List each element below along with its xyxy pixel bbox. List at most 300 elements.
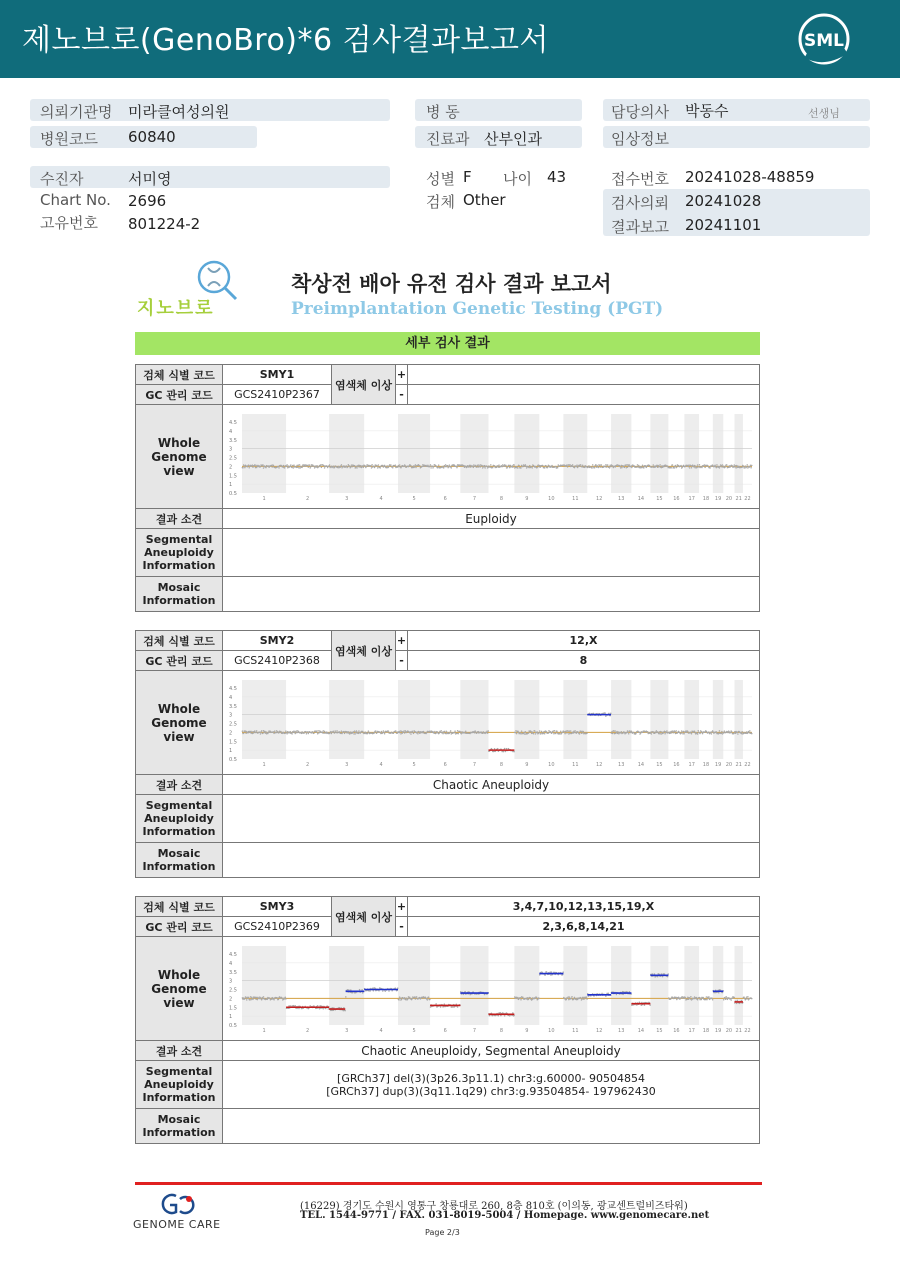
x-tick-label: 18 [702,762,709,768]
dept-value: 산부인과 [484,130,542,148]
data-point [708,996,710,998]
data-point [527,998,529,1000]
chromosome-band [611,946,631,1025]
data-point [605,464,607,466]
y-tick-label: 1 [228,482,232,489]
data-point [690,733,692,735]
data-point [475,465,477,467]
data-point [273,999,275,1001]
data-point [410,465,412,467]
data-point [327,1008,329,1010]
x-tick-label: 8 [499,762,503,768]
data-point [354,733,356,735]
x-tick-label: 5 [411,496,416,502]
x-tick-label: 6 [443,762,447,768]
data-point [273,730,275,732]
data-point [382,730,384,732]
data-point [358,466,360,468]
data-point [511,465,513,467]
x-tick-label: 22 [743,1028,751,1034]
x-tick-label: 11 [571,496,579,502]
chromosome-band [460,414,488,493]
result-label: 결과 소견 [136,775,223,795]
data-point [517,997,519,999]
data-point [672,732,674,734]
data-point [370,465,372,467]
y-tick-label: 0.5 [228,491,237,497]
data-point [272,731,274,733]
data-point [398,464,400,466]
chromosome-band [650,414,668,493]
data-point [747,996,749,998]
data-point [245,997,247,999]
data-point [545,465,547,467]
data-point [724,467,726,469]
data-point [726,999,728,1001]
x-tick-label: 15 [655,1028,663,1034]
data-point [533,730,535,732]
data-point [674,465,676,467]
x-tick-label: 3 [344,762,348,768]
chromosome-band [734,680,743,759]
data-point [382,465,384,467]
data-point [608,467,610,469]
data-point [680,733,682,735]
data-point [724,999,726,1001]
data-point [248,467,250,469]
data-point [411,998,413,1000]
data-point [408,997,410,999]
section-title: 세부 검사 결과 [135,332,760,355]
x-tick-label: 17 [688,1028,695,1034]
data-point [538,732,540,734]
y-tick-label: 2.5 [228,455,237,462]
data-point [484,467,486,469]
result-label: 결과 소견 [136,1041,223,1061]
data-point [260,730,262,732]
data-point [395,730,397,732]
data-point [303,732,305,734]
genome-chart [228,940,755,1034]
data-point [735,1003,737,1005]
data-point [410,733,412,735]
data-point [262,467,264,469]
y-tick-label: 2 [228,464,232,471]
data-point [313,465,315,467]
gain-chromosomes: 12,X [408,631,760,651]
data-point [604,712,606,714]
data-point [377,464,379,466]
loss-chromosomes: 8 [408,651,760,671]
data-point [280,731,282,733]
chromosome-band [650,680,668,759]
gain-sign: + [396,631,408,651]
genome-view-label: Whole Genome view [136,937,223,1041]
data-point [527,732,529,734]
data-point [721,733,723,735]
data-point [628,464,630,466]
gain-chromosomes [408,365,760,385]
chromosome-band [684,414,699,493]
data-point [621,467,623,469]
data-point [745,996,747,998]
data-point [281,997,283,999]
x-tick-label: 22 [743,496,751,502]
genome-view-cell [223,937,760,1041]
data-point [540,733,542,735]
chromosome-band [611,680,631,759]
loss-sign: - [396,385,408,405]
page-number: Page 2/3 [425,1228,460,1237]
data-point [392,467,394,469]
data-point [721,731,723,733]
data-point [544,974,546,976]
report-title: 제노브로(GenoBro)*6 검사결과보고서 [22,23,549,58]
data-point [250,997,252,999]
data-point [536,467,538,469]
data-point [591,464,593,466]
data-point [566,464,568,466]
x-tick-label: 13 [617,762,624,768]
data-point [271,466,273,468]
data-point [643,467,645,469]
data-point [496,465,498,467]
data-point [259,466,261,468]
x-tick-label: 2 [305,1028,309,1034]
data-point [719,466,721,468]
data-point [728,465,730,467]
data-point [562,971,564,973]
x-tick-label: 21 [735,496,742,502]
x-tick-label: 10 [547,496,555,502]
data-point [441,731,443,733]
data-point [464,991,466,993]
data-point [577,731,579,733]
chromosome-band [734,946,743,1025]
data-point [457,733,459,735]
data-point [375,730,377,732]
requested-value: 20241028 [685,192,762,210]
x-tick-label: 20 [725,1028,732,1034]
data-point [749,730,751,732]
data-point [496,748,498,750]
data-point [373,467,375,469]
data-point [620,731,622,733]
data-point [649,1004,651,1006]
data-point [392,733,394,735]
gc-code: GCS2410P2369 [223,917,332,937]
data-point [345,996,347,998]
y-tick-label: 1.5 [228,1005,237,1012]
data-point [358,465,360,467]
sample-id-label: 검체 식별 코드 [136,897,223,917]
data-point [346,989,348,991]
data-point [670,467,672,469]
data-point [429,999,431,1001]
data-point [398,732,400,734]
x-tick-label: 9 [524,496,528,502]
data-point [405,997,407,999]
x-tick-label: 11 [571,1028,579,1034]
data-point [715,467,717,469]
data-point [284,997,286,999]
data-point [690,996,692,998]
data-point [337,466,339,468]
x-tick-label: 7 [472,762,476,768]
mosaic-label: Mosaic Information [136,577,223,612]
segmental-label: Segmental Aneuploidy Information [136,795,223,843]
sex-value: F [463,168,472,186]
chromosome-band [563,946,587,1025]
data-point [661,731,663,733]
data-point [407,998,409,1000]
data-point [426,999,428,1001]
sample-table [135,630,760,878]
data-point [255,730,257,732]
report-title-en: Preimplantation Genetic Testing (PGT) [291,299,664,319]
data-point [615,994,617,996]
chromosome-band [460,946,488,1025]
data-point [452,1006,454,1008]
data-point [247,997,249,999]
data-point [746,998,748,1000]
institution-value: 미라클여성의원 [128,103,230,121]
data-point [429,464,431,466]
data-point [294,1005,296,1007]
data-point [241,730,243,732]
requested-label: 검사의뢰 [611,194,669,212]
x-tick-label: 8 [499,496,503,502]
result-value: Chaotic Aneuploidy [223,775,760,795]
data-point [382,990,384,992]
y-tick-label: 4.5 [228,952,237,958]
x-tick-label: 18 [702,496,709,502]
data-point [542,465,544,467]
data-point [526,997,528,999]
data-point [528,465,530,467]
data-point [344,1010,346,1012]
data-point [497,1015,499,1017]
segmental-label: Segmental Aneuploidy Information [136,529,223,577]
data-point [421,466,423,468]
data-point [259,733,261,735]
data-point [696,999,698,1001]
data-point [580,464,582,466]
data-point [632,732,634,734]
data-point [644,465,646,467]
gain-sign: + [396,897,408,917]
segmental-value [223,1061,760,1109]
data-point [575,732,577,734]
chromosome-band [712,946,722,1025]
data-point [695,997,697,999]
data-point [666,465,668,467]
data-point [619,466,621,468]
data-point [664,733,666,735]
data-point [429,465,431,467]
data-point [520,730,522,732]
data-point [687,466,689,468]
data-point [581,732,583,734]
data-point [388,990,390,992]
data-point [571,996,573,998]
ward-label: 병 동 [426,103,460,121]
report-header [0,0,900,78]
data-point [520,999,522,1001]
x-tick-label: 3 [344,1028,348,1034]
data-point [422,731,424,733]
data-point [513,464,515,466]
x-tick-label: 5 [411,1028,416,1034]
data-point [623,467,625,469]
data-point [493,748,495,750]
genome-view-cell [223,405,760,509]
data-point [723,730,725,732]
data-point [387,730,389,732]
data-point [242,732,244,734]
x-tick-label: 12 [595,1028,602,1034]
data-point [673,467,675,469]
data-point [477,466,479,468]
data-point [262,464,264,466]
data-point [610,466,612,468]
y-tick-label: 1 [228,748,232,755]
x-tick-label: 10 [547,1028,555,1034]
data-point [400,998,402,1000]
y-tick-label: 2 [228,996,232,1003]
data-point [731,731,733,733]
data-point [293,464,295,466]
x-tick-label: 19 [714,762,721,768]
data-point [404,465,406,467]
data-point [520,467,522,469]
x-tick-label: 8 [499,1028,503,1034]
x-tick-label: 15 [655,762,663,768]
data-point [291,733,293,735]
data-point [630,465,632,467]
gain-chromosomes: 3,4,7,10,12,13,15,19,X [408,897,760,917]
data-point [415,467,417,469]
data-point [710,733,712,735]
age-value: 43 [547,168,567,186]
data-point [538,998,540,1000]
data-point [351,466,353,468]
data-point [503,1015,505,1017]
data-point [508,467,510,469]
chromosome-band [514,680,539,759]
data-point [525,467,527,469]
data-point [340,464,342,466]
data-point [588,465,590,467]
data-point [743,467,745,469]
sample-id: SMY3 [223,897,332,917]
data-point [700,999,702,1001]
data-point [433,732,435,734]
data-point [369,990,371,992]
data-point [427,996,429,998]
data-point [568,999,570,1001]
data-point [627,731,629,733]
data-point [343,1007,345,1009]
data-point [352,731,354,733]
data-point [585,996,587,998]
data-point [610,713,612,715]
data-point [247,464,249,466]
data-point [456,733,458,735]
data-point [367,730,369,732]
data-point [399,998,401,1000]
data-point [278,732,280,734]
segmental-line: [GRCh37] dup(3)(3q11.1q29) chr3:g.93504854- 197962430 [326,1084,656,1098]
age-label: 나이 [503,170,532,188]
data-point [750,467,752,469]
data-point [643,1004,645,1006]
sml-logo-text: SML [804,31,844,51]
data-point [737,733,739,735]
data-point [472,467,474,469]
data-point [614,730,616,732]
data-point [548,730,550,732]
data-point [556,731,558,733]
sample-id-label: 검체 식별 코드 [136,631,223,651]
gc-code-label: GC 관리 코드 [136,917,223,937]
data-point [309,1005,311,1007]
data-point [666,730,668,732]
data-point [357,733,359,735]
data-point [445,731,447,733]
data-point [256,999,258,1001]
data-point [535,997,537,999]
data-point [383,733,385,735]
data-point [581,998,583,1000]
data-point [512,467,514,469]
data-point [414,996,416,998]
data-point [693,466,695,468]
chromosome-band [684,680,699,759]
data-point [450,467,452,469]
data-point [609,465,611,467]
y-tick-label: 4.5 [228,420,237,426]
y-tick-label: 3.5 [228,703,237,710]
y-tick-label: 0.5 [228,1023,237,1029]
data-point [745,731,747,733]
data-point [566,466,568,468]
x-tick-label: 16 [672,762,680,768]
data-point [412,467,414,469]
y-tick-label: 1.5 [228,739,237,746]
data-point [749,466,751,468]
chart-value: 2696 [128,192,167,210]
data-point [718,730,720,732]
data-point [722,999,724,1001]
data-point [320,467,322,469]
data-point [294,733,296,735]
data-point [442,467,444,469]
data-point [715,731,717,733]
x-tick-label: 14 [637,496,644,502]
data-point [744,465,746,467]
sample-id: SMY1 [223,365,332,385]
data-point [483,466,485,468]
unique-label: 고유번호 [40,214,98,232]
data-point [384,990,386,992]
loss-chromosomes [408,385,760,405]
data-point [250,999,252,1001]
data-point [386,465,388,467]
mosaic-value [223,1109,760,1144]
data-point [376,465,378,467]
data-point [417,733,419,735]
